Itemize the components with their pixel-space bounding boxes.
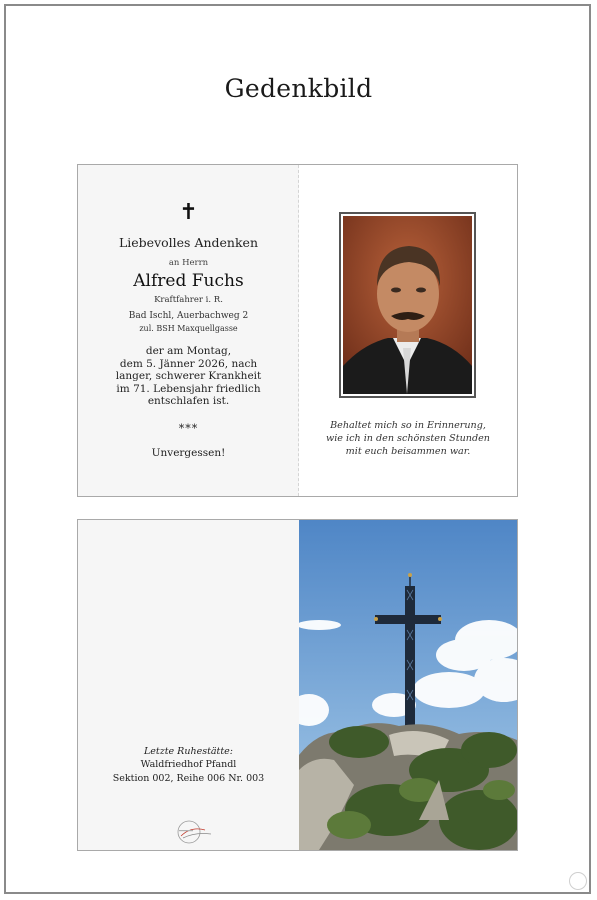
cemetery-name: Waldfriedhof Pfandl [140,759,237,770]
quote-line: wie ich in den schönsten Stunden [326,433,490,444]
andenken-heading: Liebevolles Andenken [118,235,258,250]
notice-line: entschlafen ist. [147,395,230,408]
stars-divider: *** [178,422,199,435]
address-line-2: zul. BSH Maxquellgasse [139,324,238,333]
latin-cross-icon: ✝ [179,200,198,225]
portrait-photo [339,212,476,398]
page-title: Gedenkbild [224,74,373,103]
deceased-job: Kraftfahrer i. R. [154,295,223,305]
funeral-home-logo-icon [175,818,215,846]
grave-location: Sektion 002, Reihe 006 Nr. 003 [112,773,265,784]
card-text-panel [78,165,299,496]
death-notice [78,345,299,408]
rest-label: Letzte Ruhestätte: [143,746,234,757]
portrait-image [343,216,472,394]
memorial-quote [299,419,517,458]
card-image-panel [299,520,517,850]
notice-line: der am Montag, [145,345,232,357]
notice-line: im 71. Lebensjahr friedlich [116,382,261,395]
summit-cross-image [299,520,517,850]
notice-line: dem 5. Jänner 2026, nach [119,357,258,370]
notice-line: langer, schwerer Krankheit [115,370,262,383]
card-photo-panel [299,165,517,496]
address-line-1: Bad Ischl, Auerbachweg 2 [128,311,249,321]
memorial-card-front [77,164,518,497]
closing-text: Unvergessen! [151,447,226,459]
corner-circle-icon [569,872,587,890]
deceased-name: Alfred Fuchs [133,271,244,291]
quote-line: Behaltet mich so in Erinnerung, [330,420,486,431]
an-herrn-label: an Herrn [168,258,209,268]
card-rest-panel [78,520,299,850]
quote-line: mit euch beisammen war. [345,446,471,457]
memorial-card-back [77,519,518,851]
